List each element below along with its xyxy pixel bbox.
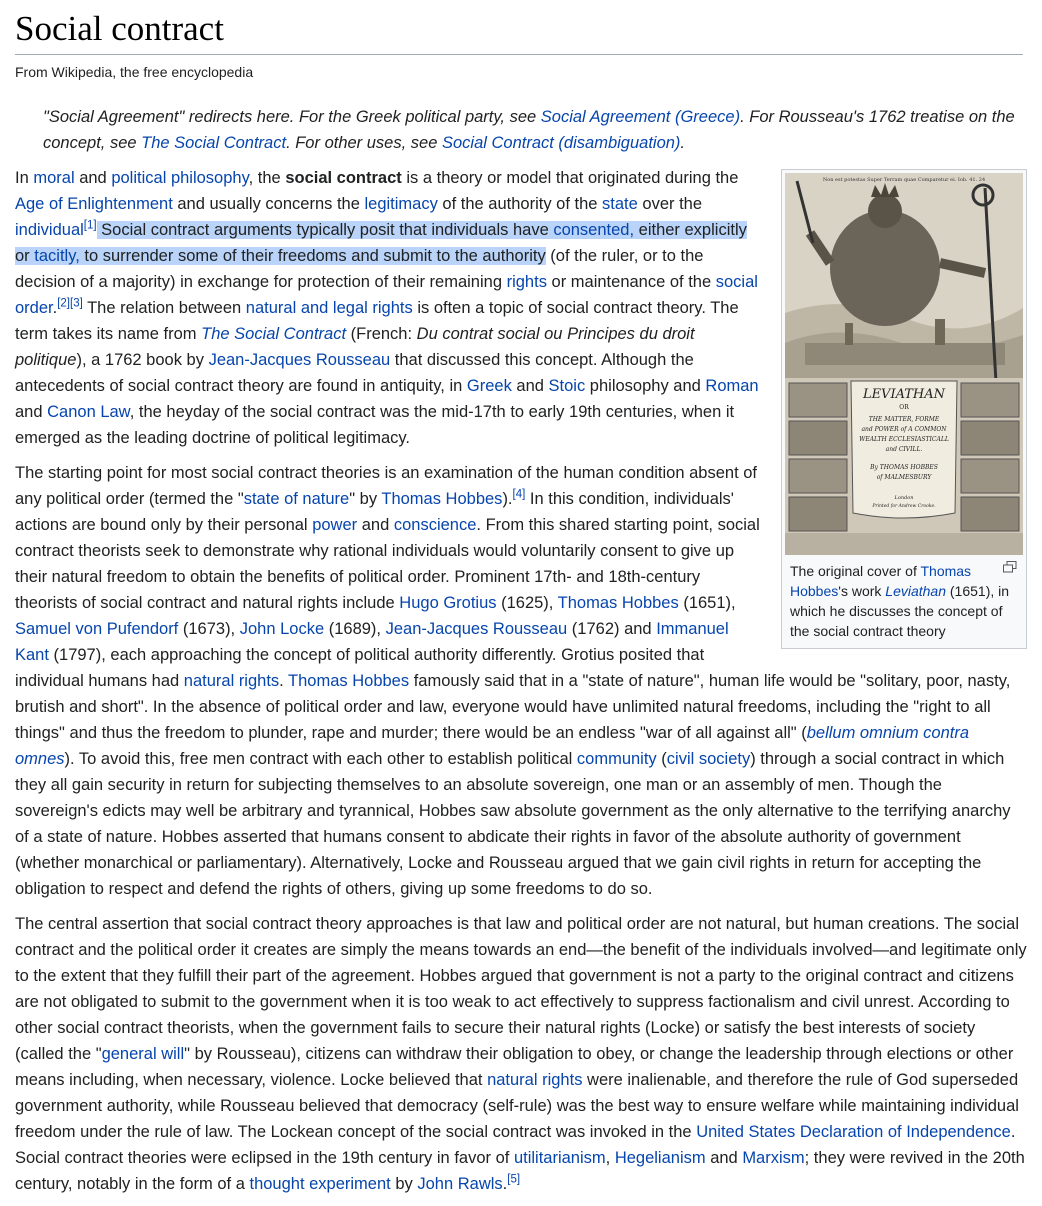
paragraph-2: The starting point for most social contract theories is an examination of the human condition absent of any political order (termed the "state of nature" by Thomas Hobbes).[4] In this condition, individuals' actions are bound only by their personal power and conscience. From this shared starting point, social contract theorists seek to demonstrate why rational individuals would voluntarily consent to give up their natural freedom to obtain the benefits of political order. Prominent 17th- and 18th-century theorists of social contract and natural rights include Hugo Grotius (1625), Thomas Hobbes (1651), Samuel von Pufendorf (1673), John Locke (1689), Jean-Jacques Rousseau (1762) and Immanuel Kant (1797), each approaching the concept of political authority differently. Grotius posited that individual humans had natural rights. Thomas Hobbes famously said that in a "state of nature", human life would be "solitary, poor, nasty, brutish and short". In the absence of political order and law, everyone would have unlimited natural freedoms, including the "right to all things" and thus the freedom to plunder, rape and murder; there would be an endless "war of all against all" (bellum omnium contra omnes). To avoid this, free men contract with each other to establish political community (civil society) through a social contract in which they all gain security in return for subjecting themselves to an absolute sovereign, one man or an assembly of men. Though the sovereign's edicts may well be arbitrary and tyrannical, Hobbes saw absolute government as the only alternative to the terrifying anarchy of a state of nature. Hobbes asserted that humans consent to abdicate their rights in favor of the absolute authority of government (whether monarchical or parliamentary). Alternatively, Locke and Rousseau argued that we gain civil rights in return for accepting the obligation to respect and defend the rights of others, giving up some freedoms to do so. [15,464,1011,898]
link-civil-society[interactable]: civil society [666,750,751,768]
link-bellum-omnium[interactable]: bellum omnium contra omnes [15,724,970,768]
link-pufendorf[interactable]: Samuel von Pufendorf [15,620,179,638]
article-body [15,165,1027,1206]
link-thomas-hobbes-2[interactable]: Thomas Hobbes [557,594,679,612]
link-state[interactable]: state [602,195,638,213]
link-tacitly[interactable]: tacitly, [34,247,80,265]
svg-text:London: London [894,495,914,501]
page-title: Social contract [15,6,1023,55]
site-tagline: From Wikipedia, the free encyclopedia [15,64,254,80]
link-canon-law[interactable]: Canon Law [47,403,130,421]
link-rousseau[interactable]: Jean-Jacques Rousseau [208,351,391,369]
link-legitimacy[interactable]: legitimacy [364,195,438,213]
selected-text: Social contract arguments typically posit that individuals have consented, either explicitly or tacitly, to surrender some of their freedoms and submit to the authority [15,221,747,265]
svg-text:WEALTH ECCLESIASTICALL: WEALTH ECCLESIASTICALL [859,436,949,443]
link-conscience[interactable]: conscience [393,516,477,534]
svg-text:Printed for Andrew Crooke.: Printed for Andrew Crooke. [872,504,936,509]
image-title-text: LEVIATHAN [862,387,946,402]
link-john-locke[interactable]: John Locke [239,620,325,638]
link-hegelianism[interactable]: Hegelianism [614,1149,706,1167]
link-social-contract-disambiguation[interactable]: Social Contract (disambiguation) [441,134,681,152]
link-greek[interactable]: Greek [466,377,512,395]
link-general-will[interactable]: general will [101,1045,185,1063]
link-thomas-hobbes-3[interactable]: Thomas Hobbes [288,672,410,690]
caption-link-leviathan[interactable]: Leviathan [885,583,946,599]
link-the-social-contract[interactable]: The Social Contract [141,134,287,152]
svg-text:of MALMESBURY: of MALMESBURY [876,474,932,481]
svg-text:and POWER of A COMMON: and POWER of A COMMON [861,426,947,433]
link-thomas-hobbes[interactable]: Thomas Hobbes [381,490,503,508]
link-power[interactable]: power [312,516,358,534]
link-immanuel-kant[interactable]: Immanuel Kant [15,620,729,664]
citation-3[interactable]: [3] [70,297,83,310]
link-state-of-nature[interactable]: state of nature [243,490,350,508]
bold-term: social contract [285,169,402,187]
link-natural-rights-2[interactable]: natural rights [487,1071,583,1089]
link-age-of-enlightenment[interactable]: Age of Enlightenment [15,195,173,213]
link-individual[interactable]: individual [15,221,84,239]
citation-2[interactable]: [2] [57,297,70,310]
svg-text:By THOMAS HOBBES: By THOMAS HOBBES [870,464,938,471]
link-community[interactable]: community [576,750,657,768]
paragraph-1: In moral and political philosophy, the social contract is a theory or model that originated during the Age of Enlightenment and usually concerns the legitimacy of the authority of the state over the individual[1] Social contract arguments typically posit that individuals have consented, either explicitly or tacitly, to surrender some of their freedoms and submit to the authority (of the ruler, or to the decision of a majority) in exchange for protection of their remaining rights or maintenance of the social order.[2][3] The relation between natural and legal rights is often a topic of social contract theory. The term takes its name from The Social Contract (French: Du contrat social ou Principes du droit politique), a 1762 book by Jean-Jacques Rousseau that discussed this concept. Although the antecedents of social contract theory are found in antiquity, in Greek and Stoic philosophy and Roman and Canon Law, the heyday of the social contract was the mid-17th to early 19th centuries, when it emerged as the leading doctrine of political legitimacy. [15,169,759,447]
leviathan-figure [781,169,1027,649]
link-social-agreement-greece[interactable]: Social Agreement (Greece) [540,108,741,126]
leviathan-cover-image[interactable] [785,173,1023,555]
hatnote: "Social Agreement" redirects here. For the Greek political party, see Social Agreement (Greece). For Rousseau's 1762 treatise on the concept, see The Social Contract. For other uses, see Social Contract (disambiguation). [43,108,1015,152]
link-stoic[interactable]: Stoic [548,377,586,395]
link-rousseau-2[interactable]: Jean-Jacques Rousseau [385,620,568,638]
link-moral[interactable]: moral [33,169,75,187]
link-consented[interactable]: consented, [553,221,635,239]
citation-1[interactable]: [1] [83,219,97,232]
svg-text:and CIVILL.: and CIVILL. [885,446,923,453]
link-natural-and-legal-rights[interactable]: natural and legal rights [245,299,413,317]
image-inscription: Non est potestas Super Terram quae Comparetur ei. Iob. 41. 24 [822,177,986,183]
citation-5[interactable]: [5] [507,1173,521,1186]
link-thought-experiment[interactable]: thought experiment [249,1175,391,1193]
link-roman[interactable]: Roman [705,377,759,395]
citation-4[interactable]: [4] [512,488,526,501]
paragraph-3: The central assertion that social contract theory approaches is that law and political order are not natural, but human creations. The social contract and the political order it creates are simply the means towards an end—the benefit of the individuals involved—and legitimate only to the extent that they fulfill their part of the agreement. Hobbes argued that government is not a party to the original contract and citizens are not obligated to submit to the government when it is too weak to act effectively to suppress factionalism and civil unrest. According to other social contract theorists, when the government fails to secure their natural rights (Locke) or satisfy the best interests of society (called the "general will" by Rousseau), citizens can withdraw their obligation to obey, or change the leadership through elections or other means including, when necessary, violence. Locke believed that natural rights were inalienable, and therefore the rule of God superseded government authority, while Rousseau believed that democracy (self-rule) was the best way to ensure welfare while maintaining individual freedom under the rule of law. The Lockean concept of the social contract was invoked in the United States Declaration of Independence. Social contract theories were eclipsed in the 19th century in favor of utilitarianism, Hegelianism and Marxism; they were revived in the 20th century, notably in the form of a thought experiment by John Rawls.[5] [15,915,1027,1193]
link-us-declaration[interactable]: United States Declaration of Independence [696,1123,1011,1141]
caption-link-thomas-hobbes[interactable]: Thomas Hobbes [790,563,972,599]
enlarge-icon[interactable] [1003,561,1017,573]
link-john-rawls[interactable]: John Rawls [417,1175,503,1193]
link-utilitarianism[interactable]: utilitarianism [513,1149,606,1167]
link-marxism[interactable]: Marxism [742,1149,805,1167]
svg-text:OR: OR [899,404,909,411]
link-social-order[interactable]: social order [15,273,758,317]
link-political-philosophy[interactable]: political philosophy [111,169,249,187]
link-rights[interactable]: rights [506,273,547,291]
svg-text:THE MATTER, FORME: THE MATTER, FORME [868,416,940,423]
link-natural-rights[interactable]: natural rights [183,672,280,690]
link-hugo-grotius[interactable]: Hugo Grotius [399,594,497,612]
figure-caption: The original cover of Thomas Hobbes's work Leviathan (1651), in which he discusses the concept of the social contract theory [785,555,1023,645]
link-the-social-contract-inline[interactable]: The Social Contract [201,325,347,343]
